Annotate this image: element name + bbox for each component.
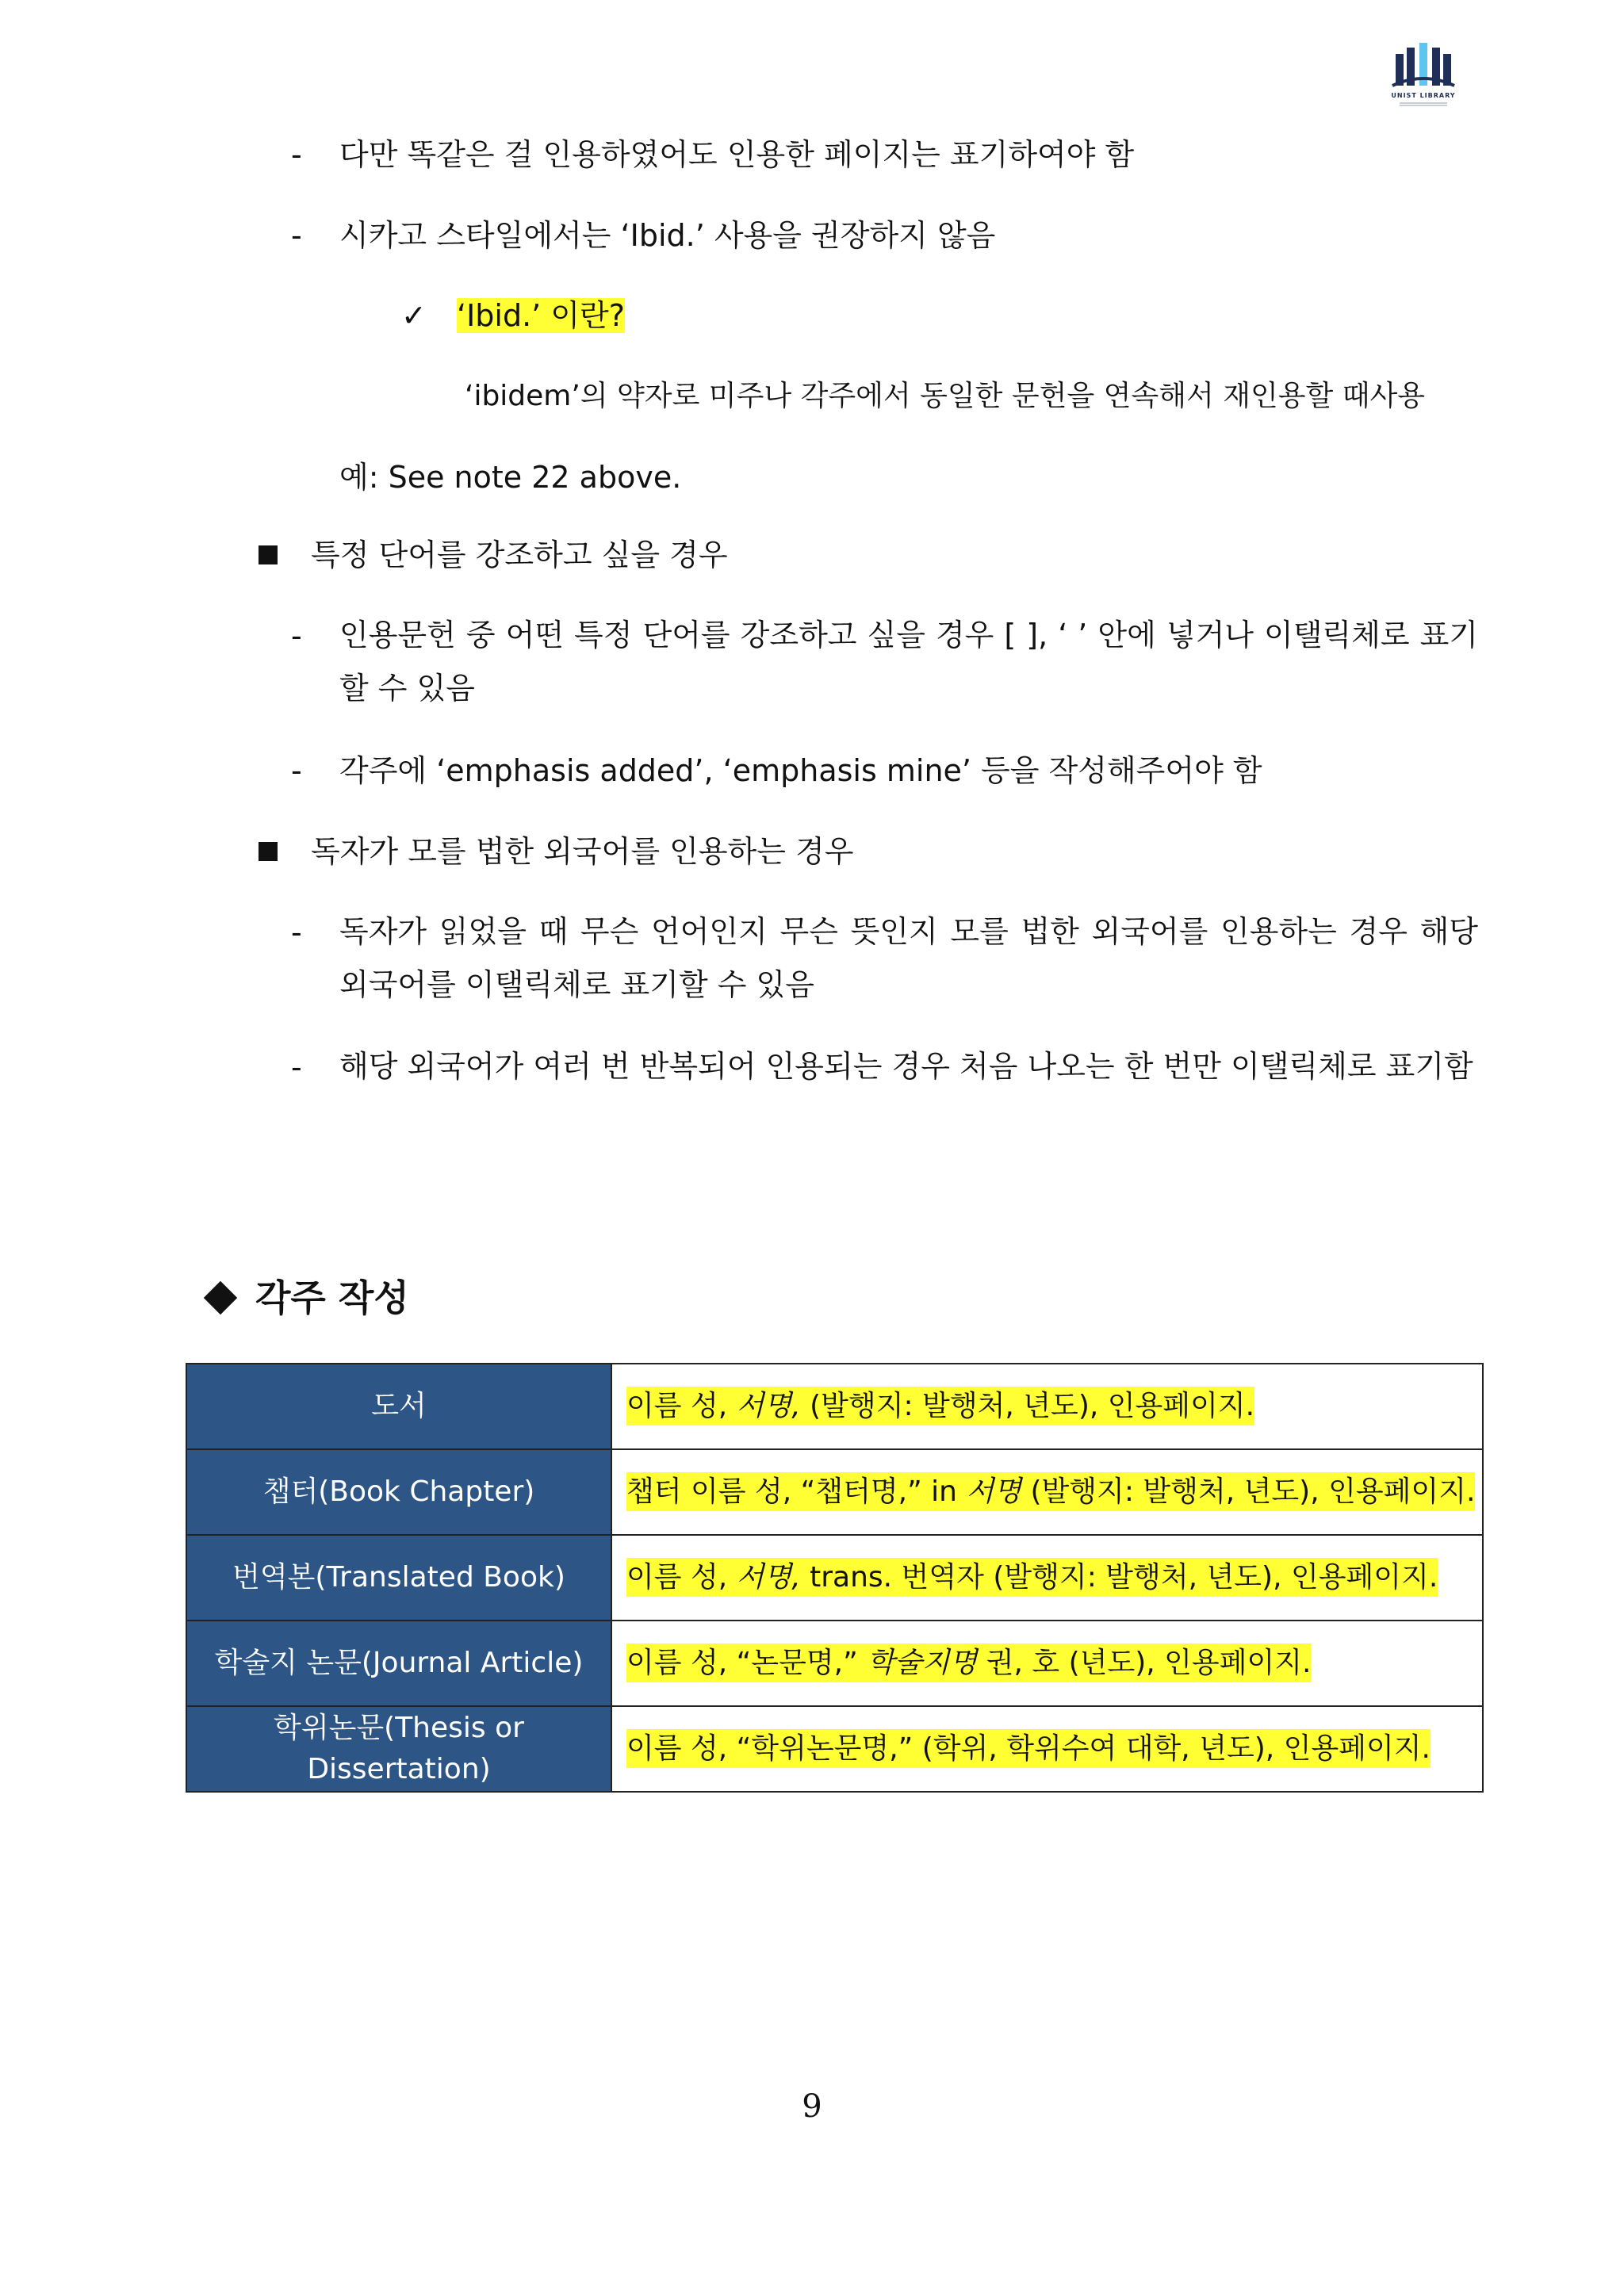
row-label: 도서	[186, 1364, 611, 1449]
dash-marker: -	[291, 753, 302, 788]
format-text: trans. 번역자 (발행지: 발행처, 년도), 인용페이지.	[800, 1561, 1438, 1594]
example-line: 예: See note 22 above.	[339, 460, 682, 495]
text-line: ‘ibidem’의 약자로 미주나 각주에서 동일한 문헌을 연속해서 재인용할 때사용	[465, 380, 1426, 412]
format-text: 권, 호 (년도), 인용페이지.	[977, 1647, 1312, 1679]
logo-text: UNIST LIBRARY	[1391, 92, 1456, 99]
text-line: 시카고 스타일에서는 ‘Ibid.’ 사용을 권장하지 않음	[339, 218, 996, 253]
format-text: 이름 성,	[626, 1561, 737, 1594]
text-line: 다만 똑같은 걸 인용하였어도 인용한 페이지는 표기하여야 함	[339, 137, 1135, 172]
bullet-heading: 특정 단어를 강조하고 싶을 경우	[311, 538, 728, 572]
table-row	[186, 1364, 1483, 1449]
format-italic-text: 학술지명	[867, 1647, 978, 1679]
citation-format-cell	[611, 1621, 1483, 1706]
unist-library-logo	[1380, 40, 1467, 111]
citation-format-cell	[611, 1706, 1483, 1792]
format-italic-text: 서명,	[736, 1561, 801, 1594]
highlighted-text: ‘Ibid.’ 이란?	[457, 298, 625, 333]
row-label: 챕터(Book Chapter)	[186, 1449, 611, 1535]
table-row	[186, 1621, 1483, 1706]
format-text: 챕터 이름 성, “챕터명,” in	[626, 1475, 967, 1508]
citation-format-cell	[611, 1364, 1483, 1449]
row-label: 번역본(Translated Book)	[186, 1535, 611, 1621]
dash-marker: -	[291, 218, 302, 253]
logo-subtext-lines	[1380, 101, 1467, 106]
citation-format-cell	[611, 1449, 1483, 1535]
bullet-heading: 독자가 모를 법한 외국어를 인용하는 경우	[311, 834, 854, 869]
table-row	[186, 1706, 1483, 1792]
square-bullet-icon	[259, 842, 278, 861]
format-text: (발행지: 발행처, 년도), 인용페이지.	[1021, 1475, 1476, 1508]
dash-marker: -	[291, 137, 302, 172]
square-bullet-icon	[259, 545, 278, 564]
row-label: 학위논문(Thesis or Dissertation)	[186, 1706, 611, 1792]
citation-format-table	[186, 1363, 1484, 1793]
table-row	[186, 1535, 1483, 1621]
dash-marker: -	[291, 1050, 302, 1085]
section-title: 각주 작성	[255, 1276, 409, 1319]
row-label: 학술지 논문(Journal Article)	[186, 1621, 611, 1706]
format-text: (발행지: 발행처, 년도), 인용페이지.	[800, 1390, 1255, 1422]
dash-marker: -	[291, 915, 302, 950]
library-logo-icon	[1391, 40, 1456, 92]
format-text: 이름 성, “논문명,”	[626, 1647, 868, 1679]
check-icon: ✓	[401, 298, 427, 333]
text-paragraph: 독자가 읽었을 때 무슨 언어인지 무슨 뜻인지 모를 법한 외국어를 인용하는 경우 해당 외국어를 이탤릭체로 표기할 수 있음	[339, 914, 1478, 1002]
table-row	[186, 1449, 1483, 1535]
citation-format-cell	[611, 1535, 1483, 1621]
text-paragraph: 인용문헌 중 어떤 특정 단어를 강조하고 싶을 경우 [ ], ‘ ’ 안에 넣거나 이탤릭체로 표기할 수 있음	[339, 618, 1478, 706]
format-italic-text: 서명,	[736, 1390, 801, 1422]
diamond-bullet-icon	[204, 1281, 237, 1314]
dash-marker: -	[291, 618, 302, 653]
format-italic-text: 서명	[966, 1475, 1021, 1508]
text-line: 각주에 ‘emphasis added’, ‘emphasis mine’ 등을 작성해주어야 함	[339, 753, 1262, 788]
highlighted-question	[457, 297, 625, 335]
format-text: 이름 성,	[626, 1390, 737, 1422]
page-number: 9	[802, 2088, 822, 2125]
format-text: 이름 성, “학위논문명,” (학위, 학위수여 대학, 년도), 인용페이지.	[626, 1732, 1431, 1765]
text-paragraph: 해당 외국어가 여러 번 반복되어 인용되는 경우 처음 나오는 한 번만 이탤릭체로 표기함	[339, 1049, 1473, 1084]
